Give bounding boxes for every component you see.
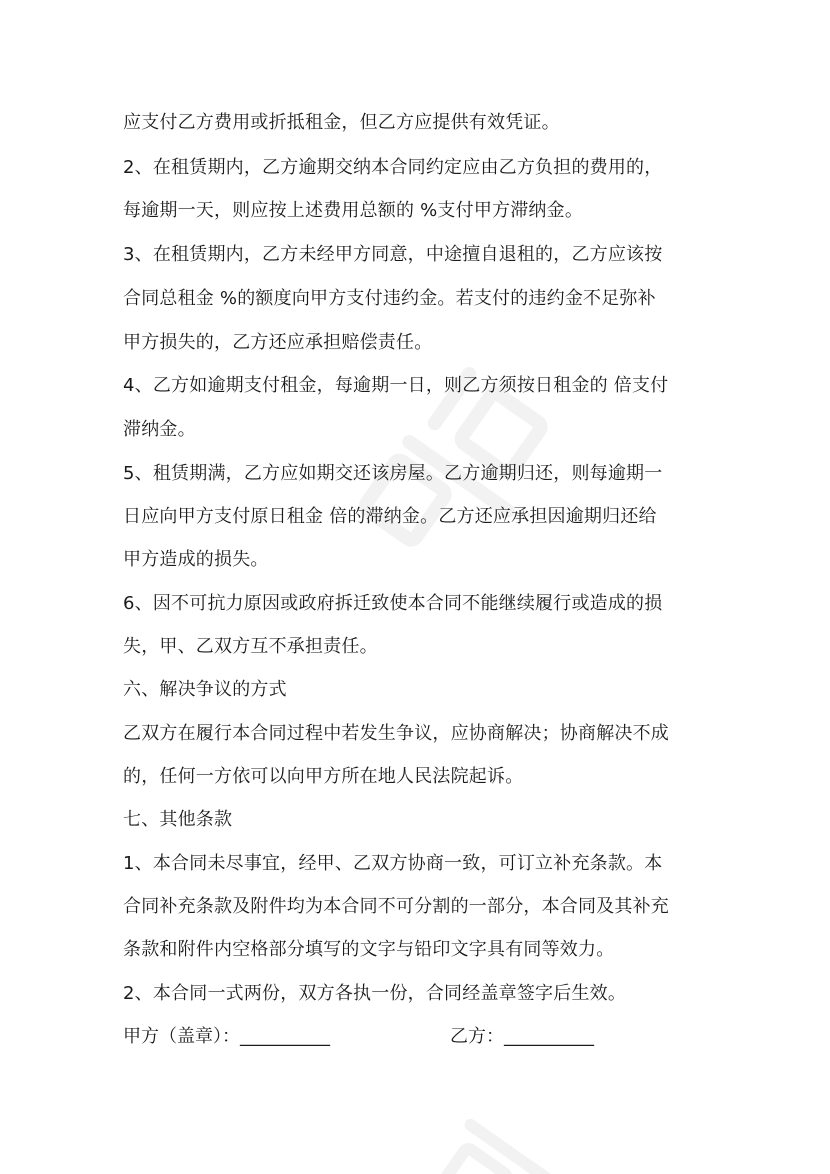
party-b-signature: 乙方：__________ bbox=[450, 1026, 594, 1047]
paragraph-line: 条款和附件内空格部分填写的文字与铅印文字具有同等效力。 bbox=[123, 939, 615, 960]
watermark-graphic bbox=[330, 330, 610, 590]
paragraph-line: 应支付乙方费用或折抵租金，但乙方应提供有效凭证。 bbox=[123, 112, 560, 133]
section-heading: 七、其他条款 bbox=[123, 809, 233, 830]
paragraph-line: 5、租赁期满，乙方应如期交还该房屋。乙方逾期归还，则每逾期一 bbox=[123, 463, 663, 484]
paragraph-line: 失，甲、乙双方互不承担责任。 bbox=[123, 636, 378, 657]
paragraph-line: 滞纳金。 bbox=[123, 419, 196, 440]
signature-row bbox=[123, 1024, 723, 1052]
paragraph-line: 3、在租赁期内，乙方未经甲方同意，中途擅自退租的，乙方应该按 bbox=[123, 244, 663, 265]
section-heading: 六、解决争议的方式 bbox=[123, 679, 287, 700]
paragraph-line: 合同总租金 %的额度向甲方支付违约金。若支付的违约金不足弥补 bbox=[123, 288, 656, 309]
paragraph-line: 4、乙方如逾期支付租金，每逾期一日，则乙方须按日租金的 倍支付 bbox=[123, 375, 669, 396]
paragraph-line: 每逾期一天，则应按上述费用总额的 %支付甲方滞纳金。 bbox=[123, 200, 584, 221]
watermark-graphic-bottom bbox=[400, 1090, 600, 1174]
paragraph-line: 6、因不可抗力原因或政府拆迁致使本合同不能继续履行或造成的损 bbox=[123, 593, 663, 614]
paragraph-line: 日应向甲方支付原日租金 倍的滞纳金。乙方还应承担因逾期归还给 bbox=[123, 506, 657, 527]
paragraph-line: 1、本合同未尽事宜，经甲、乙双方协商一致，可订立补充条款。本 bbox=[123, 853, 663, 874]
paragraph-line: 甲方造成的损失。 bbox=[123, 549, 269, 570]
paragraph-line: 的，任何一方依可以向甲方所在地人民法院起诉。 bbox=[123, 766, 524, 787]
paragraph-line: 2、本合同一式两份，双方各执一份，合同经盖章签字后生效。 bbox=[123, 983, 627, 1004]
paragraph-line: 2、在租赁期内，乙方逾期交纳本合同约定应由乙方负担的费用的， bbox=[123, 157, 663, 178]
party-a-signature: 甲方（盖章）：__________ bbox=[123, 1026, 330, 1047]
paragraph-line: 乙双方在履行本合同过程中若发生争议，应协商解决；协商解决不成 bbox=[123, 723, 669, 744]
paragraph-line: 合同补充条款及附件均为本合同不可分割的一部分，本合同及其补充 bbox=[123, 896, 669, 917]
paragraph-line: 甲方损失的，乙方还应承担赔偿责任。 bbox=[123, 332, 433, 353]
